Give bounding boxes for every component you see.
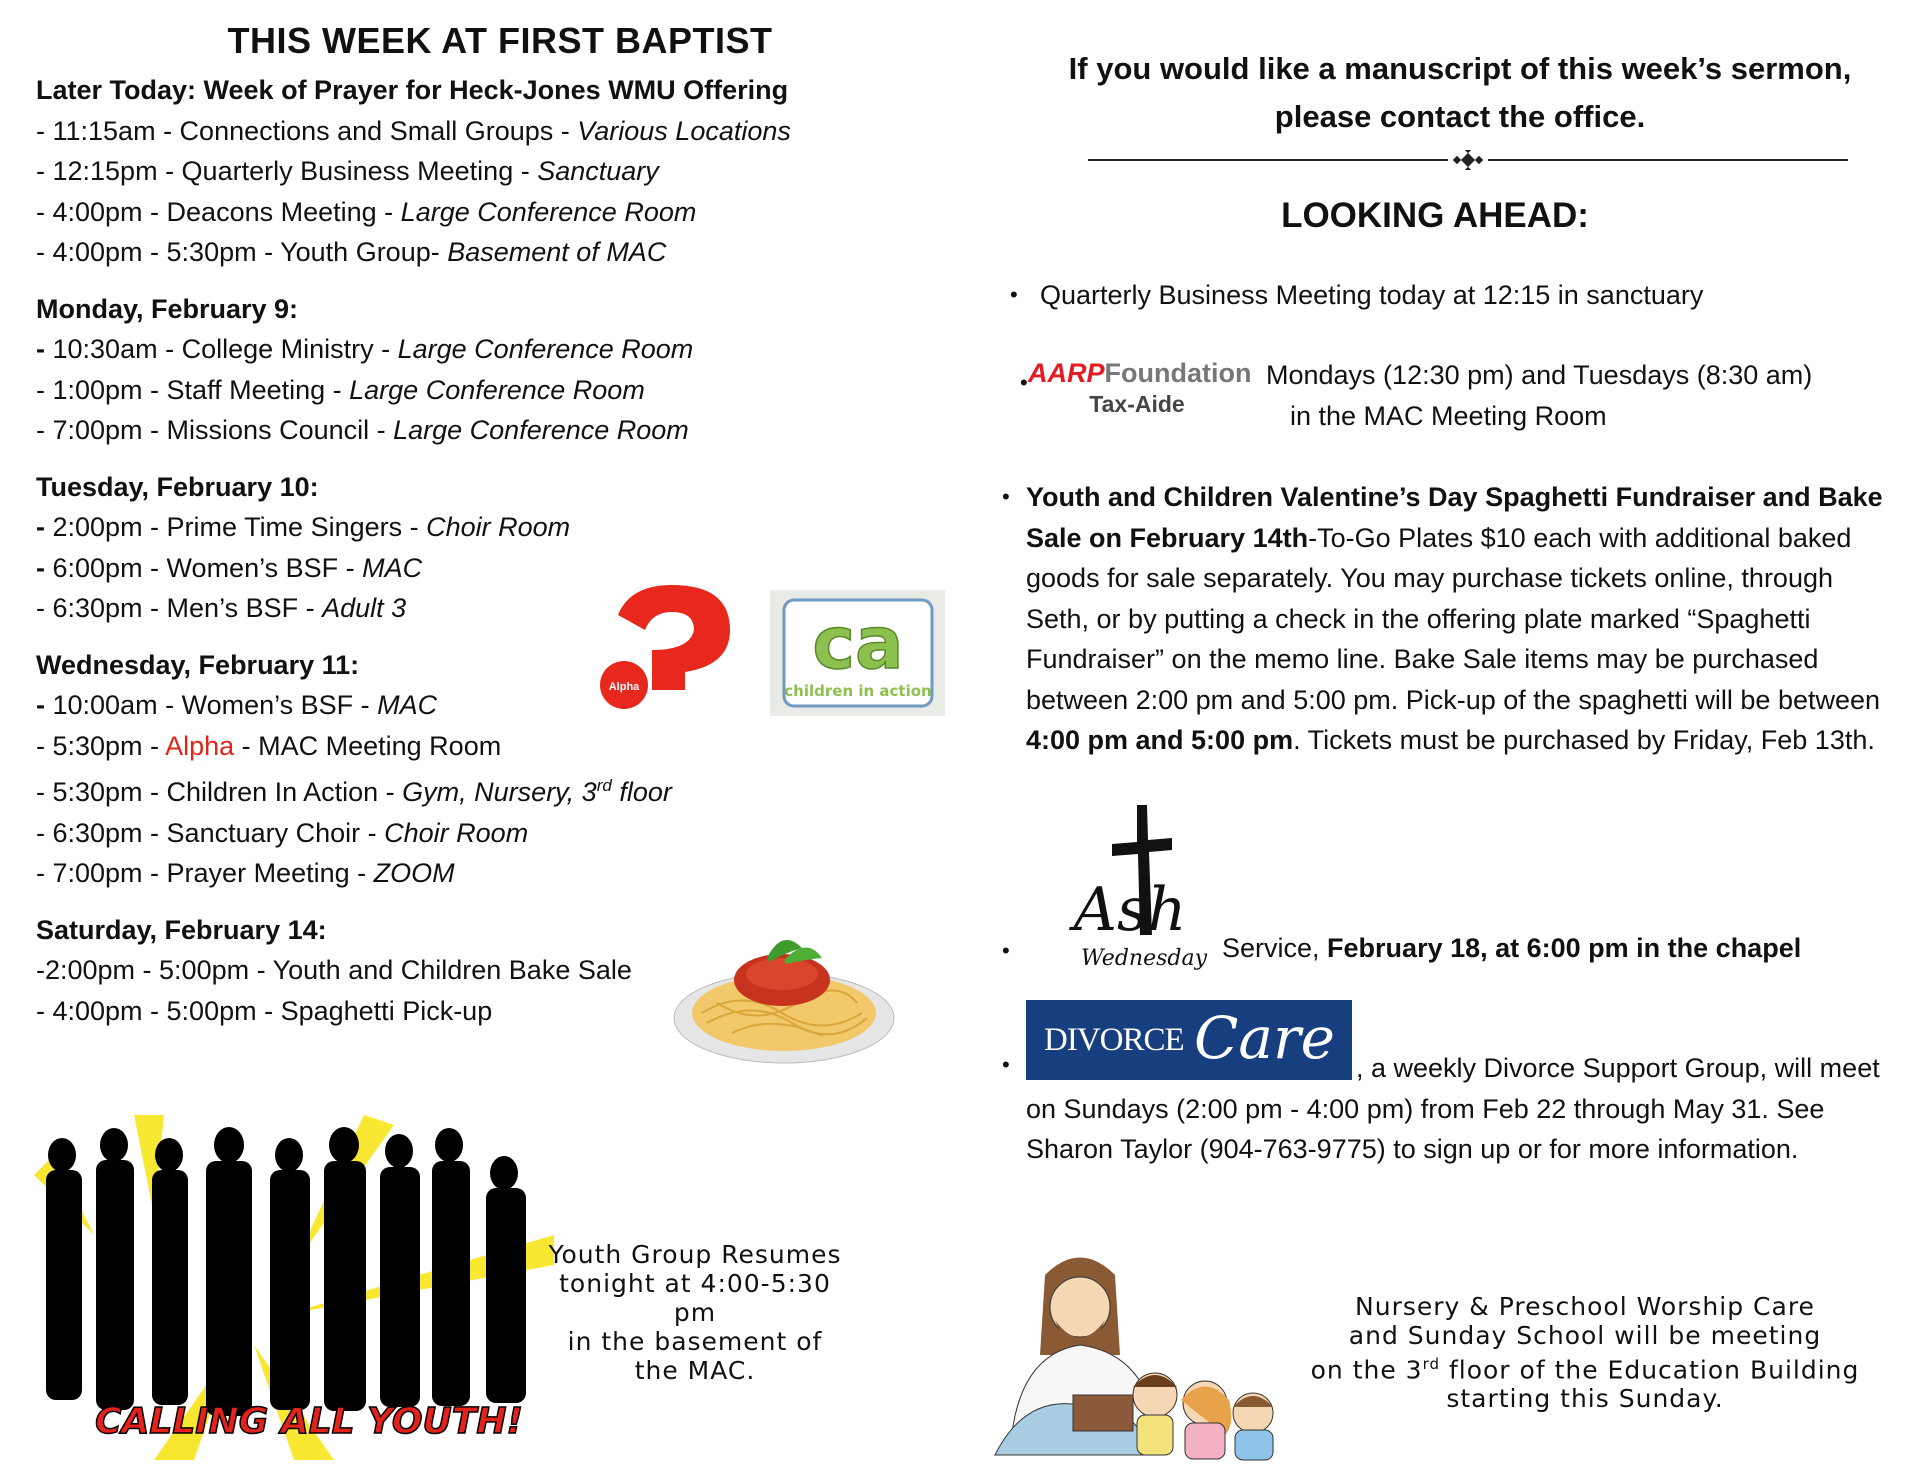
- monday-heading: Monday, February 9:: [36, 293, 299, 324]
- ornament-divider: [1088, 150, 1848, 170]
- schedule-item: - 6:30pm - Men’s BSF - Adult 3: [36, 593, 407, 623]
- spaghetti-image: [672, 918, 902, 1068]
- looking-ahead-heading: LOOKING AHEAD:: [1281, 196, 1589, 235]
- children-in-action-logo: [770, 590, 945, 716]
- alpha-logo: [590, 580, 740, 715]
- schedule-item: - 12:15pm - Quarterly Business Meeting - Sanctuary: [36, 156, 659, 186]
- schedule-list: [36, 70, 896, 1031]
- bullet-dot: •: [1020, 370, 1028, 395]
- bullet-dot: •: [1002, 938, 1010, 963]
- aarp-foundation-logo: AARPFoundation Tax-Aide: [1028, 358, 1252, 417]
- nursery-notice: Nursery & Preschool Worship Care and Sunday School will be meeting on the 3rd floor of the Education Building starting this Sunday.: [1310, 1292, 1860, 1414]
- schedule-item: - 10:00am - Women’s BSF - MAC: [36, 690, 438, 720]
- schedule-item: - 4:00pm - Deacons Meeting - Large Conference Room: [36, 196, 697, 227]
- svg-text:Wednesday: Wednesday: [1080, 946, 1208, 971]
- svg-text:CALLING ALL YOUTH!: CALLING ALL YOUTH!: [95, 1401, 523, 1442]
- wednesday-heading: Wednesday, February 11:: [36, 649, 360, 680]
- schedule-item: - 7:00pm - Missions Council - Large Conference Room: [36, 415, 689, 445]
- bullet-business-meeting: • Quarterly Business Meeting today at 12:15 in sanctuary: [1010, 280, 1704, 310]
- bullet-spaghetti-fundraiser: • Youth and Children Valentine’s Day Spaghetti Fundraiser and Bake Sale on February 14th-To-Go Plates $10 each with additional baked goods for sale separately. You may purchase tickets online, through Seth, or by putting a check in the offering plate marked “Spaghetti Fundraiser” on the memo line. Bake Sale items may be purchased between 2:00 pm and 5:00 pm. Pick-up of the spaghetti will be between 4:00 pm and 5:00 pm. Tickets must be purchased by Friday, Feb 13th.: [1002, 482, 1883, 755]
- aarp-details: Mondays (12:30 pm) and Tuesdays (8:30 am) in the MAC Meeting Room: [1266, 360, 1813, 431]
- saturday-heading: Saturday, February 14:: [36, 914, 327, 945]
- schedule-item: - 2:00pm - Prime Time Singers - Choir Room: [36, 512, 571, 542]
- svg-text:Alpha: Alpha: [608, 681, 640, 693]
- schedule-item: - 4:00pm - 5:00pm - Spaghetti Pick-up: [36, 995, 493, 1026]
- svg-text:ca: ca: [812, 601, 904, 685]
- schedule-item: - 6:00pm - Women’s BSF - MAC: [36, 552, 423, 583]
- calling-all-youth-graphic: [34, 1115, 559, 1460]
- schedule-item: - 5:30pm - Children In Action - Gym, Nursery, 3rd floor: [36, 776, 672, 807]
- schedule-item: - 7:00pm - Prayer Meeting - ZOOM: [36, 858, 455, 888]
- ash-wednesday-logo: [1052, 800, 1222, 980]
- schedule-item: - 5:30pm - Alpha - MAC Meeting Room: [36, 730, 502, 761]
- schedule-item: - 11:15am - Connections and Small Groups - Various Locations: [36, 115, 791, 146]
- schedule-item: -2:00pm - 5:00pm - Youth and Children Bake Sale: [36, 955, 632, 985]
- svg-text:children in action: children in action: [784, 682, 932, 700]
- manuscript-notice: If you would like a manuscript of this week’s sermon, please contact the office.: [1068, 51, 1852, 134]
- schedule-item: - 10:30am - College Ministry - Large Conference Room: [36, 334, 694, 364]
- ash-wednesday-details: Service, February 18, at 6:00 pm in the chapel: [1222, 933, 1802, 963]
- youth-group-notice: Youth Group Resumes tonight at 4:00-5:30 pm in the basement of the MAC.: [548, 1240, 842, 1385]
- ca-logo-art: [770, 590, 945, 716]
- divorcecare-details: , a weekly Divorce Support Group, will meet on Sundays (2:00 pm - 4:00 pm) from Feb 22 through May 31. See Sharon Taylor (904-763-9775) to sign up or for more information.: [1026, 1053, 1880, 1164]
- divorcecare-logo: DIVORCE Care: [1026, 1000, 1352, 1080]
- schedule-item: - 6:30pm - Sanctuary Choir - Choir Room: [36, 817, 529, 848]
- schedule-item: - 4:00pm - 5:30pm - Youth Group- Basement of MAC: [36, 237, 667, 267]
- jesus-children-illustration: [985, 1245, 1295, 1465]
- schedule-item: - 1:00pm - Staff Meeting - Large Conference Room: [36, 374, 645, 405]
- page-title: THIS WEEK AT FIRST BAPTIST: [227, 20, 773, 61]
- svg-text:Ash: Ash: [1073, 875, 1187, 945]
- tuesday-heading: Tuesday, February 10:: [36, 471, 319, 502]
- later-today-heading: Later Today: Week of Prayer for Heck-Jones WMU Offering: [36, 75, 789, 105]
- bullet-dot: •: [1002, 1052, 1010, 1077]
